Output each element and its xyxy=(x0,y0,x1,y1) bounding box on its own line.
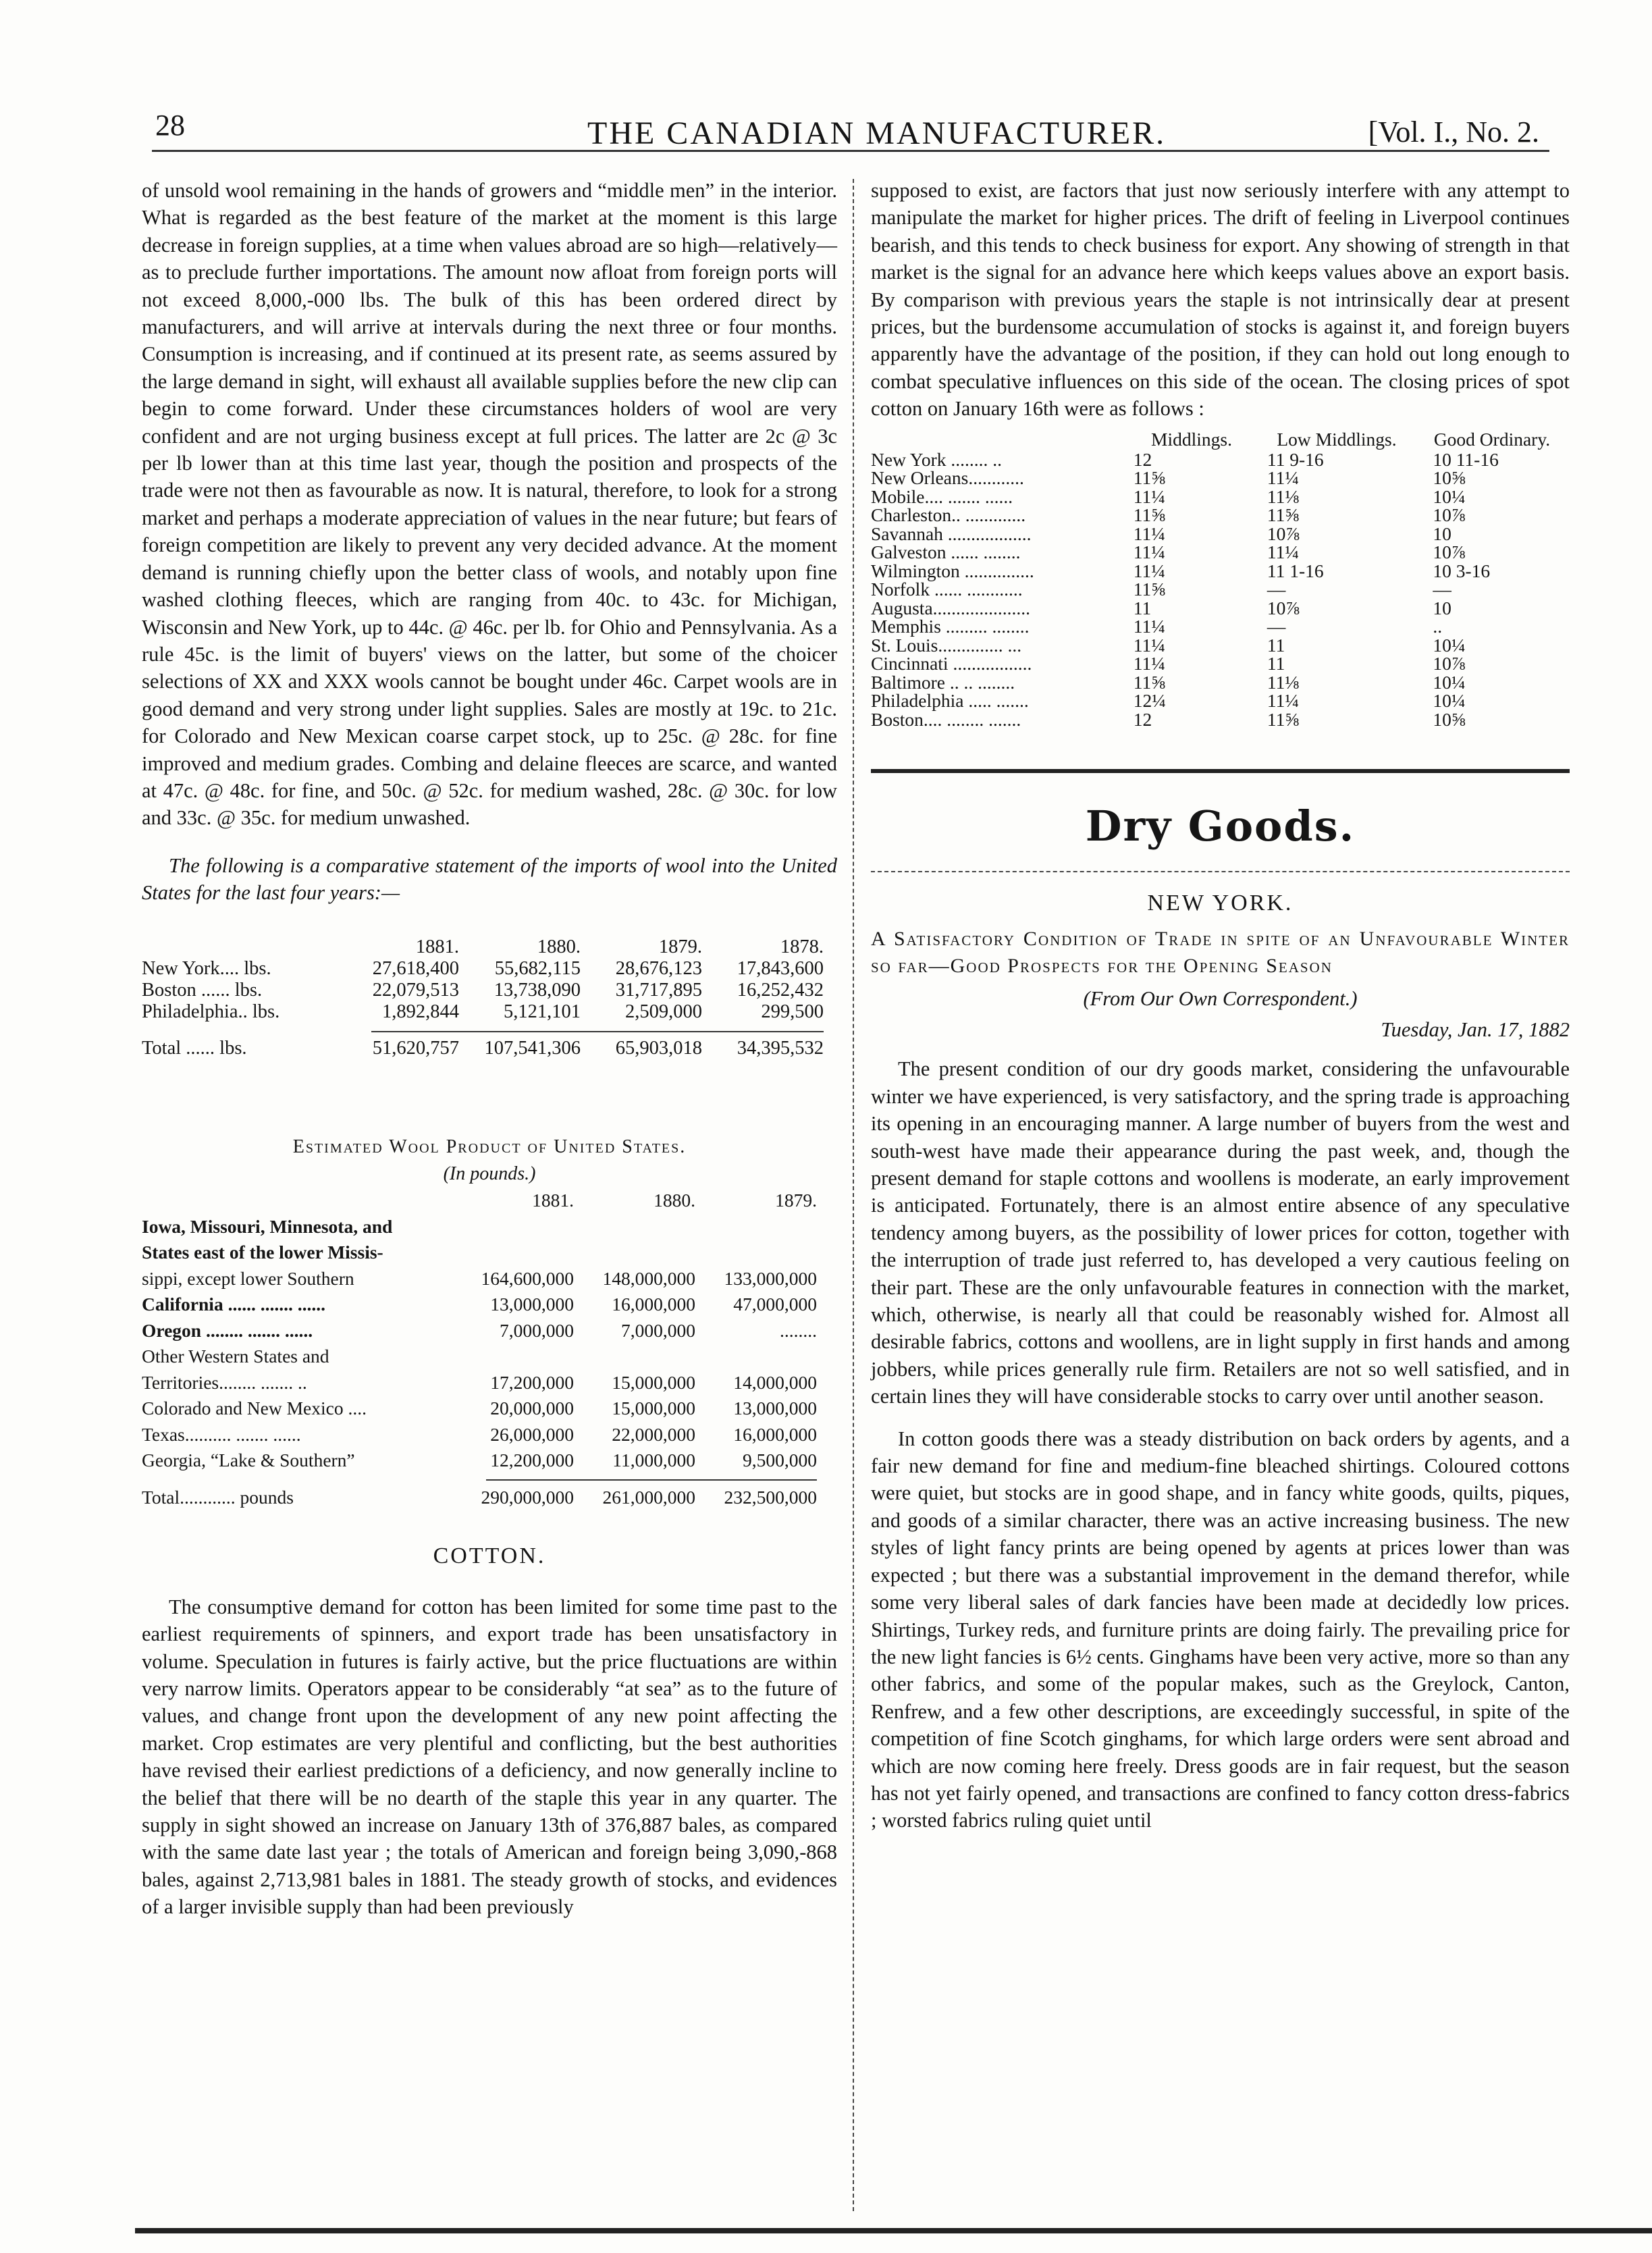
table-cell: 26,000,000 xyxy=(490,1423,574,1445)
row-label: Colorado and New Mexico .... xyxy=(142,1398,367,1419)
wool-imports-table xyxy=(142,936,824,1059)
left-column xyxy=(142,177,837,1921)
table-row xyxy=(142,1318,817,1344)
table-row xyxy=(871,450,1566,469)
price-cell: 11¼ xyxy=(1133,634,1165,656)
price-cell: 11 xyxy=(1267,634,1285,656)
total-row xyxy=(142,1485,817,1511)
table-cell: 13,000,000 xyxy=(490,1294,574,1315)
table-row xyxy=(871,506,1566,525)
price-cell: 11 9-16 xyxy=(1267,448,1324,470)
price-cell: — xyxy=(1267,579,1286,600)
table-cell: 11,000,000 xyxy=(612,1450,695,1471)
table-row xyxy=(871,691,1566,710)
volume-number: [Vol. I., No. 2. xyxy=(1368,115,1539,149)
price-cell: 10⅞ xyxy=(1267,597,1300,618)
cotton-prices-rows xyxy=(871,450,1566,729)
wool-product-table xyxy=(142,1188,817,1510)
cotton-heading: COTTON. xyxy=(433,1543,546,1569)
price-cell: 12¼ xyxy=(1133,690,1166,712)
city-label: Savannah .................. xyxy=(871,523,1032,544)
table-row xyxy=(142,1448,817,1474)
price-cell: 11¼ xyxy=(1133,541,1165,563)
table-cell: 13,000,000 xyxy=(733,1398,817,1419)
price-cell: .. xyxy=(1433,616,1443,637)
row-label: Philadelphia.. lbs. xyxy=(142,1001,280,1022)
dry-goods-title: Dry Goods. xyxy=(1085,801,1356,851)
header-rule xyxy=(152,150,1549,152)
price-cell: 11 1-16 xyxy=(1267,560,1324,581)
year-header: 1881. xyxy=(532,1190,574,1211)
section-rule xyxy=(871,769,1570,773)
table-cell: 55,682,115 xyxy=(494,957,581,979)
table-row xyxy=(871,543,1566,562)
row-label: Oregon ........ ....... ...... xyxy=(142,1319,313,1341)
imports-intro: The following is a comparative statement of the imports of wool into the United States for the last four years:— xyxy=(142,853,837,905)
table-cell: 22,000,000 xyxy=(612,1423,695,1445)
table-cell: 22,079,513 xyxy=(372,979,459,1001)
year-header: 1878. xyxy=(780,936,824,957)
city-label: Augusta..................... xyxy=(871,597,1031,618)
city-label: Boston.... ........ ....... xyxy=(871,708,1021,730)
table-cell: 17,200,000 xyxy=(490,1371,574,1393)
table-cell: 47,000,000 xyxy=(733,1294,817,1315)
table-cell: 290,000,000 xyxy=(481,1486,574,1508)
table-row xyxy=(871,525,1566,544)
price-cell: 11¼ xyxy=(1133,616,1165,637)
total-rule xyxy=(371,1031,824,1032)
price-cell: 11⅛ xyxy=(1267,485,1299,507)
column-header: Good Ordinary. xyxy=(1433,428,1551,450)
row-label: California ...... ....... ...... xyxy=(142,1294,325,1315)
price-cell: 11¼ xyxy=(1133,560,1165,581)
row-label: Boston ...... lbs. xyxy=(142,979,263,1001)
price-cell: — xyxy=(1433,579,1451,600)
price-cell: 10 xyxy=(1433,597,1451,618)
table-row xyxy=(871,654,1566,673)
table-cell: 12,200,000 xyxy=(490,1450,574,1471)
price-cell: 11¼ xyxy=(1267,690,1299,712)
price-cell: 10¼ xyxy=(1433,485,1466,507)
price-cell: 11¼ xyxy=(1133,653,1165,674)
price-cell: 10¼ xyxy=(1433,671,1466,693)
table-cell: 9,500,000 xyxy=(743,1450,817,1471)
row-label: sippi, except lower Southern xyxy=(142,1267,354,1289)
table-cell: 261,000,000 xyxy=(602,1486,695,1508)
table-cell: 7,000,000 xyxy=(621,1319,695,1341)
table-row xyxy=(142,1396,817,1422)
city-label: Galveston ...... ........ xyxy=(871,541,1021,563)
estimate-unit: (In pounds.) xyxy=(443,1163,536,1184)
row-label: Total............ pounds xyxy=(142,1486,294,1508)
table-cell: 7,000,000 xyxy=(500,1319,574,1341)
table-cell: 133,000,000 xyxy=(724,1267,817,1289)
table-row xyxy=(871,580,1566,599)
price-cell: 10⅞ xyxy=(1267,523,1300,544)
running-title: THE CANADIAN MANUFACTURER. xyxy=(587,115,1167,151)
table-row xyxy=(871,710,1566,729)
year-header: 1880. xyxy=(537,936,581,957)
price-cell: 10⅞ xyxy=(1433,504,1466,526)
table-row xyxy=(142,1422,817,1448)
table-header-row xyxy=(142,936,824,958)
table-row xyxy=(142,1214,817,1240)
city-label: Memphis ......... ........ xyxy=(871,616,1030,637)
table-cell: 20,000,000 xyxy=(490,1398,574,1419)
column-divider xyxy=(853,179,854,2211)
table-cell: 15,000,000 xyxy=(612,1371,695,1393)
city-label: Cincinnati ................. xyxy=(871,653,1032,674)
column-header: Low Middlings. xyxy=(1277,428,1397,450)
total-row xyxy=(142,1038,824,1059)
table-cell: 5,121,101 xyxy=(504,1001,581,1022)
right-column xyxy=(871,177,1570,1834)
price-cell: 11 xyxy=(1267,653,1285,674)
column-header: Middlings. xyxy=(1151,428,1232,450)
price-cell: 11⅝ xyxy=(1133,504,1165,526)
section-rule xyxy=(871,871,1570,872)
price-cell: 11⅝ xyxy=(1133,467,1165,489)
table-row xyxy=(142,958,824,980)
dry-goods-paragraph: The present condition of our dry goods market, considering the unfavourable winter we have experienced, is very satisfactory, and the spring trade is approaching its opening in an encouraging manner. A large number of buyers from the west and south-west have made their appearance during the past week, and, though the present demand for staple cottons and woollens is moderate, an early improvement is anticipated. Fortunately, there is an almost entire absence of any speculative tendency among buyers, as the possibility of lower prices for cotton, together with the interruption of trade just referred to, has developed a very cautious feeling on their part. These are the only unfavourable features in connection with the market, which, otherwise, is nearly all that could be reasonably wished for. Almost all desirable fabrics, cottons and woollens, are in light supply in first hands and among jobbers, while prices generally rule firm. Retailers are not so well satisfied, and in certain lines they will have considerable stocks to carry over until another season. xyxy=(871,1057,1570,1408)
city-label: New York ........ .. xyxy=(871,448,1003,470)
row-label: Texas.......... ....... ...... xyxy=(142,1423,301,1445)
row-label: Georgia, “Lake & Southern” xyxy=(142,1450,355,1471)
price-cell: 10¼ xyxy=(1433,634,1466,656)
table-cell: 15,000,000 xyxy=(612,1398,695,1419)
table-cell: 16,252,432 xyxy=(737,979,824,1001)
table-cell: 107,541,306 xyxy=(484,1037,581,1059)
table-row xyxy=(871,487,1566,506)
table-row xyxy=(142,1266,817,1292)
table-row xyxy=(142,1344,817,1370)
row-label: Other Western States and xyxy=(142,1346,329,1367)
price-cell: 10⅝ xyxy=(1433,708,1466,730)
year-header: 1879. xyxy=(658,936,702,957)
city-label: Baltimore .. .. ........ xyxy=(871,671,1015,693)
price-cell: 11⅝ xyxy=(1267,504,1299,526)
price-cell: 10⅞ xyxy=(1433,541,1466,563)
table-cell: 164,600,000 xyxy=(481,1267,574,1289)
page-number: 28 xyxy=(155,109,185,142)
dateline: Tuesday, Jan. 17, 1882 xyxy=(1381,1017,1570,1041)
year-header: 1879. xyxy=(775,1190,817,1211)
table-cell: 1,892,844 xyxy=(382,1001,459,1022)
table-cell: 27,618,400 xyxy=(372,957,459,979)
page-bottom-bar xyxy=(135,2228,1652,2233)
row-label: States east of the lower Missis- xyxy=(142,1242,383,1263)
price-cell: 11¼ xyxy=(1133,523,1165,544)
table-cell: 16,000,000 xyxy=(733,1423,817,1445)
table-cell: 34,395,532 xyxy=(737,1037,824,1059)
table-header-row xyxy=(142,1188,817,1214)
row-label: Territories........ ....... .. xyxy=(142,1371,307,1393)
cotton-prices-table xyxy=(871,428,1566,450)
price-cell: — xyxy=(1267,616,1286,637)
table-row xyxy=(142,980,824,1001)
table-row xyxy=(871,636,1566,655)
estimate-title: Estimated Wool Product of United States. xyxy=(292,1136,687,1157)
year-header: 1881. xyxy=(415,936,459,957)
table-row xyxy=(142,1292,817,1318)
table-row xyxy=(142,1240,817,1266)
table-row xyxy=(142,1001,824,1023)
correspondent-note: (From Our Own Correspondent.) xyxy=(1083,986,1358,1010)
price-cell: 10 xyxy=(1433,523,1451,544)
wool-paragraph: of unsold wool remaining in the hands of growers and “middle men” in the interior. What is regarded as the best feature of the market at the moment is this large decrease in foreign supplies, at a time when values abroad are so high—relatively—as to preclude further importations. The amount now afloat from foreign ports will not exceed 8,000,-000 lbs. The bulk of this has been ordered direct by manufacturers, and will arrive at intervals during the next three or four months. Consumption is increasing, and if continued at its present rate, as seems assured by the large demand in sight, will exhaust all available supplies before the new clip can begin to come forward. Under these circumstances holders of wool are very confident and are not urging business except at full prices. The latter are 2c @ 3c per lb lower than at this time last year, though the position and prospects of the trade were not then as favourable as now. It is natural, therefore, to look for a strong market and perhaps a moderate appreciation of values in the near future; but fears of foreign competition are likely to prevent any very decided advance. At the moment demand is running chiefly upon the better class of wools, and notably upon fine washed clothing fleeces, which are ranging from 40c. to 43c. for Michigan, Wisconsin and New York, up to 44c. @ 46c. per lb. for Ohio and Pennsylvania. As a rule 45c. is the limit of buyers' views on the latter, but some of the choicer selections of XX and XXX wools cannot be bought under 46c. Carpet wools are in good demand and very strong under light supplies. Sales are mostly at 19c. to 21c. for Colorado and New Mexican coarse carpet stock, up to 25c. @ 28c. for fine improved and medium grades. Combing and delaine fleeces are scarce, and wanted at 47c. @ 48c. for fine, and 50c. @ 52c. for medium washed, 28c. @ 30c. for low and 33c. @ 35c. for medium unwashed. xyxy=(142,179,837,830)
price-cell: 10⅝ xyxy=(1433,467,1466,489)
price-cell: 10⅞ xyxy=(1433,653,1466,674)
price-cell: 12 xyxy=(1133,708,1152,730)
row-label: Total ...... lbs. xyxy=(142,1037,247,1059)
year-header: 1880. xyxy=(654,1190,695,1211)
table-cell: 232,500,000 xyxy=(724,1486,817,1508)
table-row xyxy=(871,469,1566,487)
city-label: Philadelphia ..... ....... xyxy=(871,690,1029,712)
table-cell: 13,738,090 xyxy=(494,979,581,1001)
table-row xyxy=(871,599,1566,618)
price-cell: 11⅝ xyxy=(1133,579,1165,600)
price-cell: 11⅝ xyxy=(1267,708,1299,730)
city-label: New Orleans............ xyxy=(871,467,1024,489)
table-header-row xyxy=(871,428,1566,450)
table-row xyxy=(142,1370,817,1396)
price-cell: 10 11-16 xyxy=(1433,448,1499,470)
page-header xyxy=(155,108,1539,155)
row-label: New York.... lbs. xyxy=(142,957,271,979)
price-cell: 12 xyxy=(1133,448,1152,470)
price-cell: 11 xyxy=(1133,597,1152,618)
subheading: A Satisfactory Condition of Trade in spite of an Unfavourable Winter so far—Good Prospects for the Opening Season xyxy=(871,927,1570,977)
table-cell: 148,000,000 xyxy=(602,1267,695,1289)
table-cell: 31,717,895 xyxy=(615,979,702,1001)
city-label: Norfolk ...... ............ xyxy=(871,579,1023,600)
table-cell: 2,509,000 xyxy=(625,1001,702,1022)
price-cell: 11¼ xyxy=(1267,541,1299,563)
table-cell: 17,843,600 xyxy=(737,957,824,979)
table-cell: 51,620,757 xyxy=(372,1037,459,1059)
price-cell: 11⅝ xyxy=(1133,671,1165,693)
table-cell: 16,000,000 xyxy=(612,1294,695,1315)
table-cell: ........ xyxy=(780,1319,817,1341)
new-york-heading: NEW YORK. xyxy=(1147,891,1294,916)
cotton-paragraph: The consumptive demand for cotton has been limited for some time past to the earliest requirements of spinners, and export trade has been unsatisfactory in volume. Speculation in futures is fairly active, but the price fluctuations are within very narrow limits. Operators appear to be considerably “at sea” as to the future of values, and change front upon the development of any new point affecting the market. Crop estimates are very plentiful and conflicting, but the best authorities have revised their earliest predictions of a deficiency, and now generally incline to the belief that there will be no dearth of the staple this year in any quarter. The supply in sight showed an increase on January 13th of 376,887 bales, as compared with the same date last year ; the totals of American and foreign being 3,090,-868 bales, against 2,713,981 bales in 1881. The steady growth of stocks, and evidences of a larger invisible supply than had been previously xyxy=(142,1595,837,1919)
price-cell: 10 3-16 xyxy=(1433,560,1491,581)
city-label: St. Louis.............. ... xyxy=(871,634,1022,656)
dry-goods-paragraph: In cotton goods there was a steady distribution on back orders by agents, and a fair new demand for fine and medium-fine bleached shirtings. Coloured cottons were quiet, but stocks are in good shape, and in fancy white goods, quilts, piques, and goods of a similar character, there was an active increasing business. The new styles of light fancy prints are being opened by agents at prices lower than was expected ; but there was a substantial improvement in the demand therefor, while some very liberal sales of dark fancies have been made at decidedly low prices. Shirtings, Turkey reds, and furniture prints are doing fairly. The prevailing price for the new light fancies is 6½ cents. Ginghams have been very active, more so than any other fabrics, and some of the popular makes, such as the Greylock, Canton, Renfrew, and a few other descriptions, are exceedingly successful, in spite of the competition of fine Scotch ginghams, for which large orders were sent abroad and which are now coming here freely. Dress goods are in fair request, but the season has not yet fairly opened, and transactions are confined to fancy cotton dress-fabrics ; worsted fabrics ruling quiet until xyxy=(871,1427,1570,1832)
city-label: Wilmington ............... xyxy=(871,560,1034,581)
table-cell: 28,676,123 xyxy=(615,957,702,979)
city-label: Mobile.... ....... ...... xyxy=(871,485,1013,507)
price-cell: 10¼ xyxy=(1433,690,1466,712)
cotton-continued-paragraph: supposed to exist, are factors that just now seriously interfere with any attempt to manipulate the market for higher prices. The drift of feeling in Liverpool continues bearish, and this tends to check business for export. Any showing of strength in that market is the signal for an advance here which keeps values above an export basis. By comparison with previous years the staple is not intrinsically dear at present prices, but the burdensome accumulation of stocks is against it, and foreign buyers apparently have the advantage of the position, if they can hold out long enough to combat speculative influences on this side of the ocean. The closing prices of spot cotton on January 16th were as follows : xyxy=(871,179,1570,421)
row-label: Iowa, Missouri, Minnesota, and xyxy=(142,1215,393,1237)
city-label: Charleston.. ............. xyxy=(871,504,1026,526)
table-cell: 299,500 xyxy=(761,1001,824,1022)
total-rule xyxy=(486,1479,817,1481)
price-cell: 11¼ xyxy=(1133,485,1165,507)
price-cell: 11⅛ xyxy=(1267,671,1299,693)
price-cell: 11¼ xyxy=(1267,467,1299,489)
table-row xyxy=(871,673,1566,692)
table-row xyxy=(871,617,1566,636)
table-cell: 65,903,018 xyxy=(615,1037,702,1059)
table-cell: 14,000,000 xyxy=(733,1371,817,1393)
table-row xyxy=(871,562,1566,581)
